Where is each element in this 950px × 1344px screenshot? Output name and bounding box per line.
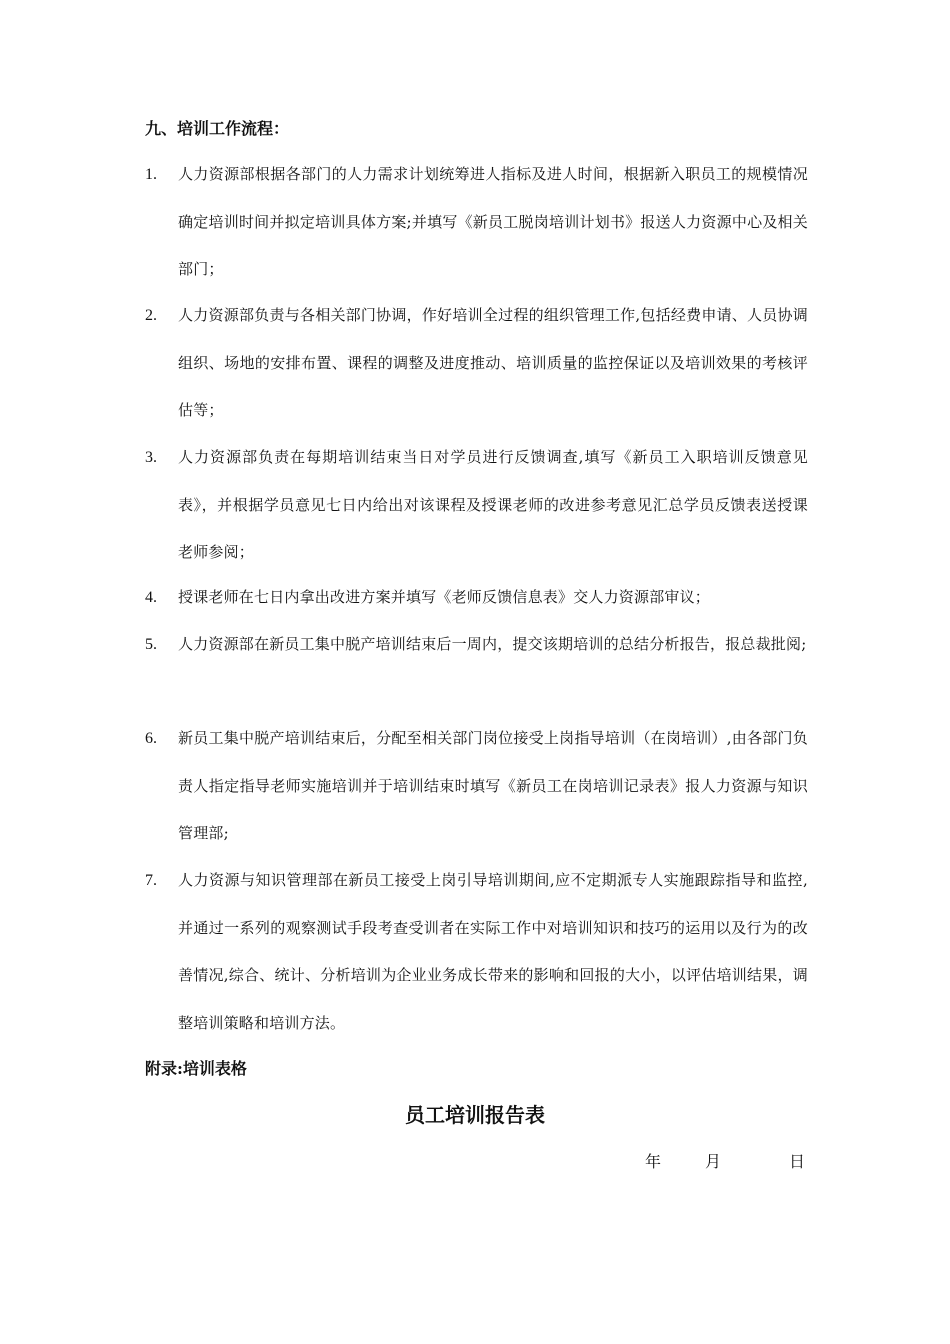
list-item-text: 新员工集中脱产培训结束后，分配至相关部门岗位接受上岗指导培训（在岗培训）,由各部门负责人指定指导老师实施培训并于培训结束时填写《新员工在岗培训记录表》报人力资源与知识管理部;: [178, 729, 808, 842]
list-item-text: 人力资源部负责在每期培训结束当日对学员进行反馈调查,填写《新员工入职培训反馈意见表》，并根据学员意见七日内给出对该课程及授课老师的改进参考意见汇总学员反馈表送授课老师参阅；: [178, 448, 808, 561]
list-item-number: 1.: [145, 166, 157, 183]
list-item-text: 人力资源部根据各部门的人力需求计划统筹进人指标及进人时间，根据新入职员工的规模情况确定培训时间并拟定培训具体方案;并填写《新员工脱岗培训计划书》报送人力资源中心及相关部门；: [178, 165, 808, 278]
date-year-label: 年: [645, 1152, 662, 1171]
list-item-number: 6.: [145, 730, 157, 747]
list-item-number: 3.: [145, 449, 157, 466]
list-item-number: 2.: [145, 307, 157, 324]
appendix-label: 附录:培训表格: [145, 1059, 247, 1078]
date-month-label: 月: [705, 1152, 722, 1171]
list-item-number: 5.: [145, 636, 157, 653]
list-item-text: 授课老师在七日内拿出改进方案并填写《老师反馈信息表》交人力资源部审议；: [178, 588, 711, 606]
form-title: 员工培训报告表: [405, 1103, 545, 1127]
list-item-number: 4.: [145, 589, 157, 606]
section-heading: 九、培训工作流程：: [145, 119, 290, 138]
list-item-text: 人力资源与知识管理部在新员工接受上岗引导培训期间,应不定期派专人实施跟踪指导和监控,并通过一系列的观察测试手段考查受训者在实际工作中对培训知识和技巧的运用以及行为的改善情况,综合、统计、分析培训为企业业务成长带来的影响和回报的大小，以评估培训结果，调整培训策略和培训方法。: [178, 871, 808, 1032]
list-item-text: 人力资源部在新员工集中脱产培训结束后一周内，提交该期培训的总结分析报告，报总裁批阅;: [178, 635, 807, 653]
list-item-number: 7.: [145, 872, 157, 889]
date-day-label: 日: [789, 1152, 806, 1171]
list-item-text: 人力资源部负责与各相关部门协调，作好培训全过程的组织管理工作,包括经费申请、人员协调组织、场地的安排布置、课程的调整及进度推动、培训质量的监控保证以及培训效果的考核评估等；: [178, 306, 808, 419]
